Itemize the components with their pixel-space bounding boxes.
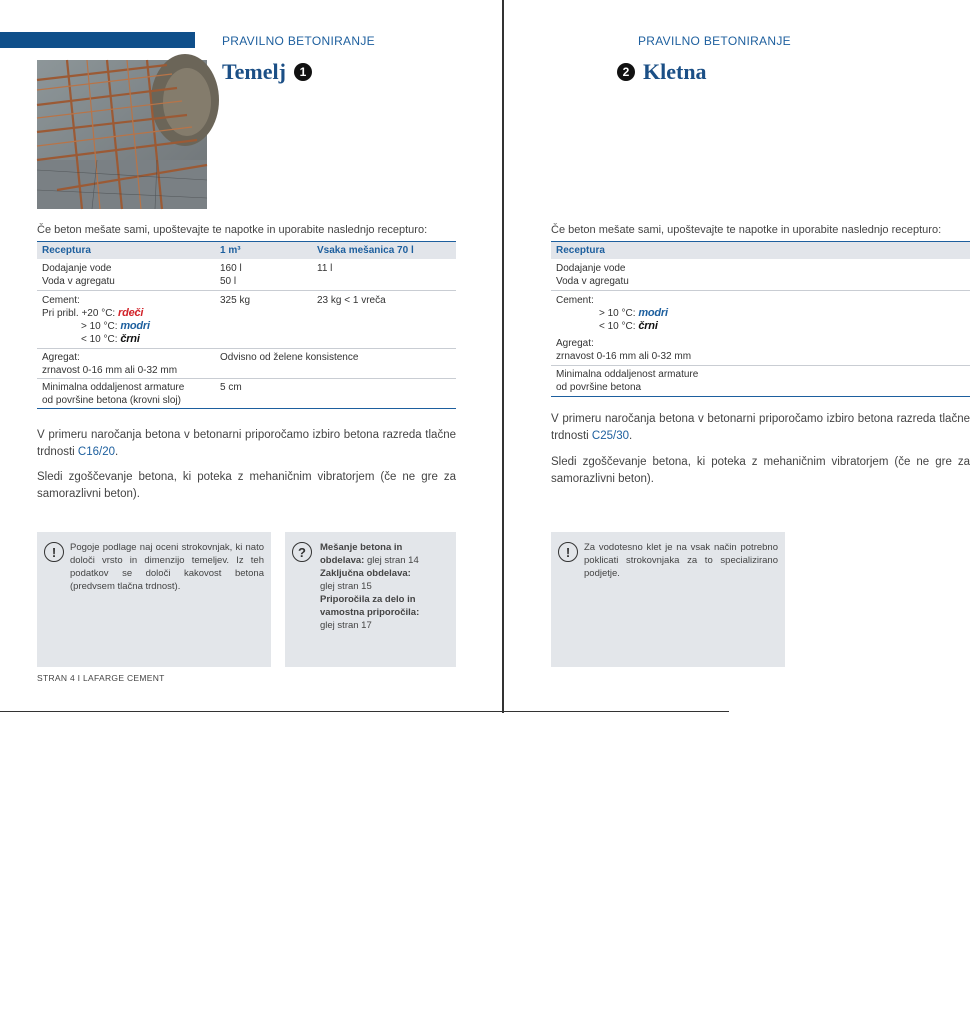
left-row3-label2: zrnavost 0-16 mm ali 0-32 mm (42, 365, 178, 376)
left-paragraph-1: V primeru naročanja betona v betonarni priporočamo izbiro betona razreda tlačne trdnosti C16/20. (37, 429, 456, 458)
right-row2-label4: Agregat: (556, 338, 594, 349)
left-row1-val2: 50 l (220, 276, 237, 287)
left-note-references-text: Mešanje betona in obdelava: glej stran 14 Zaključna obdelava: glej stran 15 Priporočila za delo in vamostna priporočila: glej stran 17 (320, 542, 420, 631)
right-intro: Če beton mešate sami, upoštevajte te napotke in uporabite naslednjo recepturo: (551, 224, 942, 236)
right-table-bottom-rule (551, 396, 970, 397)
left-row4-label1: Minimalna oddaljenost armature (42, 382, 185, 393)
left-row-divider (37, 378, 456, 379)
left-section-title: PRAVILNO BETONIRANJE (222, 34, 375, 48)
right-row-divider (551, 290, 970, 291)
right-row2-label5: zrnavost 0-16 mm ali 0-32 mm (556, 351, 692, 362)
left-row1-val1: 160 l (220, 263, 242, 274)
right-row2-label1: Cement: (556, 295, 594, 306)
left-row4-label2: od površine betona (krovni sloj) (42, 395, 181, 406)
cement-logo-red: rdeči (117, 307, 144, 319)
right-row-divider (551, 365, 970, 366)
left-table-header (37, 241, 456, 259)
left-heading-number: 1 (294, 63, 312, 81)
left-note-warning-text: Pogoje podlage naj oceni strokovnjak, ki nato določi vrsto in dimenzijo temeljev. Iz teh podatkov se določi kakovost betona (predvsem tlačna trdnost). (70, 542, 264, 592)
left-col-1m3: 1 m³ (220, 245, 241, 256)
right-table-header (551, 241, 970, 259)
left-col-mesanica: Vsaka mešanica 70 l (317, 245, 414, 256)
right-row1-label2: Voda v agregatu (556, 276, 629, 287)
left-row2-label2: Pri pribl. +20 °C: rdeči (42, 307, 144, 319)
left-row2-val1: 325 kg (220, 295, 251, 306)
right-paragraph-1: V primeru naročanja betona v betonarni priporočamo izbiro betona razreda tlačne trdnosti C25/30. (551, 413, 970, 442)
cement-logo-blue: modri (120, 320, 150, 332)
right-heading-text: Kletna (643, 59, 707, 84)
right-heading-number: 2 (617, 63, 635, 81)
left-row4-val1: 5 cm (220, 382, 242, 393)
left-recipe-table (37, 241, 456, 411)
left-header-bar (0, 32, 195, 48)
exclamation-icon: ! (558, 542, 578, 562)
left-row-divider (37, 290, 456, 291)
left-row1-label2: Voda v agregatu (42, 276, 115, 287)
right-row3-label2: od površine betona (556, 382, 642, 393)
right-row2-label3: < 10 °C: črni (599, 320, 658, 332)
right-row2-label2: > 10 °C: modri (599, 307, 668, 319)
left-note-warning (37, 532, 271, 667)
left-heading-text: Temelj (222, 59, 286, 84)
cement-logo-black: črni (638, 320, 658, 332)
left-row1-label1: Dodajanje vode (42, 263, 112, 274)
left-row2-label1: Cement: (42, 295, 80, 306)
rebar-photo (37, 60, 207, 209)
left-row2-label4: < 10 °C: črni (81, 333, 140, 345)
right-page (504, 0, 970, 1030)
right-page-bottom-rule (504, 711, 729, 712)
right-row3-label1: Minimalna oddaljenost armature (556, 369, 699, 380)
left-heading (222, 59, 312, 85)
right-section-title: PRAVILNO BETONIRANJE (638, 34, 791, 48)
right-row1-label1: Dodajanje vode (556, 263, 626, 274)
left-row3-label1: Agregat: (42, 352, 80, 363)
question-icon: ? (292, 542, 312, 562)
right-paragraph-2: Sledi zgoščevanje betona, ki poteka z mehaničnim vibratorjem (če ne gre za samorazlivni beton). (551, 456, 970, 485)
left-col-receptura: Receptura (42, 245, 91, 256)
left-row2-val3: 23 kg < 1 vreča (317, 295, 386, 306)
left-note-references (285, 532, 456, 667)
exclamation-icon: ! (44, 542, 64, 562)
left-paragraph-2: Sledi zgoščevanje betona, ki poteka z mehaničnim vibratorjem (če ne gre za samorazlivni beton). (37, 471, 456, 500)
right-recipe-table (551, 241, 970, 401)
left-row3-val1: Odvisno od želene konsistence (220, 352, 359, 363)
right-note-warning-text: Za vodotesno klet je na vsak način potrebno poklicati strokovnjaka za to specializirano podjetje. (584, 542, 778, 579)
left-page-bottom-rule (0, 711, 502, 712)
left-intro: Če beton mešate sami, upoštevajte te napotke in uporabite naslednjo recepturo: (37, 224, 428, 236)
left-footer: STRAN 4 I LAFARGE CEMENT (37, 673, 165, 683)
left-concrete-class: C16/20 (77, 445, 116, 458)
right-heading (617, 59, 707, 85)
left-table-bottom-rule (37, 408, 456, 409)
left-row-divider (37, 348, 456, 349)
left-row1-val3: 11 l (317, 263, 333, 274)
left-row2-label3: > 10 °C: modri (81, 320, 150, 332)
cement-logo-blue: modri (638, 307, 668, 319)
right-note-warning (551, 532, 785, 667)
right-col-receptura: Receptura (556, 245, 605, 256)
right-concrete-class: C25/30 (591, 429, 630, 442)
cement-logo-black: črni (120, 333, 140, 345)
